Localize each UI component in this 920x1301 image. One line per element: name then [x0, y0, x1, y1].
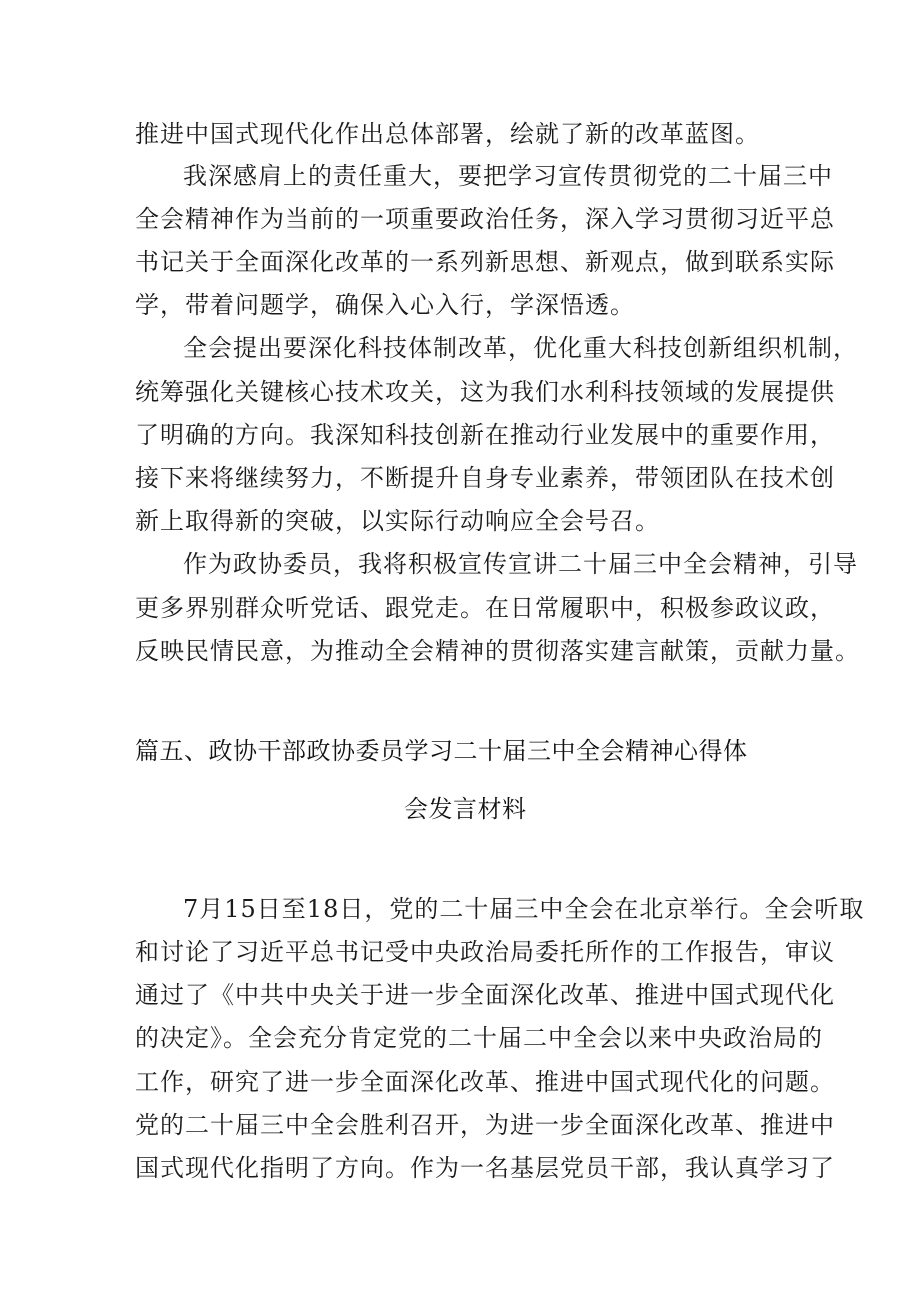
paragraph-line: 国式现代化指明了方向。作为一名基层党员干部，我认真学习了: [135, 1154, 835, 1182]
paragraph-line: 我深感肩上的责任重大，要把学习宣传贯彻党的二十届三中: [183, 162, 833, 190]
paragraph-line: 党的二十届三中全会胜利召开，为进一步全面深化改革、推进中: [135, 1111, 835, 1139]
paragraph-line: 了明确的方向。我深知科技创新在推动行业发展中的重要作用，: [135, 421, 835, 449]
paragraph-line: 和讨论了习近平总书记受中央政治局委托所作的工作报告，审议: [135, 938, 835, 966]
paragraph-line: 新上取得新的突破，以实际行动响应全会号召。: [135, 507, 660, 535]
paragraph-line: 反映民情民意，为推动全会精神的贯彻落实建言献策，贡献力量。: [135, 637, 860, 665]
paragraph-line: 更多界别群众听党话、跟党走。在日常履职中，积极参政议政，: [135, 594, 835, 622]
paragraph-line: 书记关于全面深化改革的一系列新思想、新观点，做到联系实际: [135, 248, 835, 276]
paragraph-line: 作为政协委员，我将积极宣传宣讲二十届三中全会精神，引导: [183, 550, 858, 578]
paragraph-line: 的决定》。全会充分肯定党的二十届二中全会以来中央政治局的: [135, 1024, 823, 1052]
paragraph-line: 全会提出要深化科技体制改革，优化重大科技创新组织机制，: [183, 334, 858, 362]
paragraph-line: 通过了《中共中央关于进一步全面深化改革、推进中国式现代化: [135, 981, 835, 1009]
paragraph-line: 7月15日至18日，党的二十届三中全会在北京举行。全会听取: [183, 895, 865, 923]
paragraph-line: 推进中国式现代化作出总体部署，绘就了新的改革蓝图。: [135, 120, 760, 148]
section-heading-line-2: 会发言材料: [404, 795, 527, 823]
section-heading-line-1: 篇五、政协干部政协委员学习二十届三中全会精神心得体: [135, 737, 748, 765]
paragraph-line: 全会精神作为当前的一项重要政治任务，深入学习贯彻习近平总: [135, 205, 835, 233]
paragraph-line: 统筹强化关键核心技术攻关，这为我们水利科技领域的发展提供: [135, 378, 835, 406]
paragraph-line: 学，带着问题学，确保入心入行，学深悟透。: [135, 291, 635, 319]
paragraph-line: 工作，研究了进一步全面深化改革、推进中国式现代化的问题。: [135, 1068, 835, 1096]
paragraph-line: 接下来将继续努力，不断提升自身专业素养，带领团队在技术创: [135, 464, 835, 492]
